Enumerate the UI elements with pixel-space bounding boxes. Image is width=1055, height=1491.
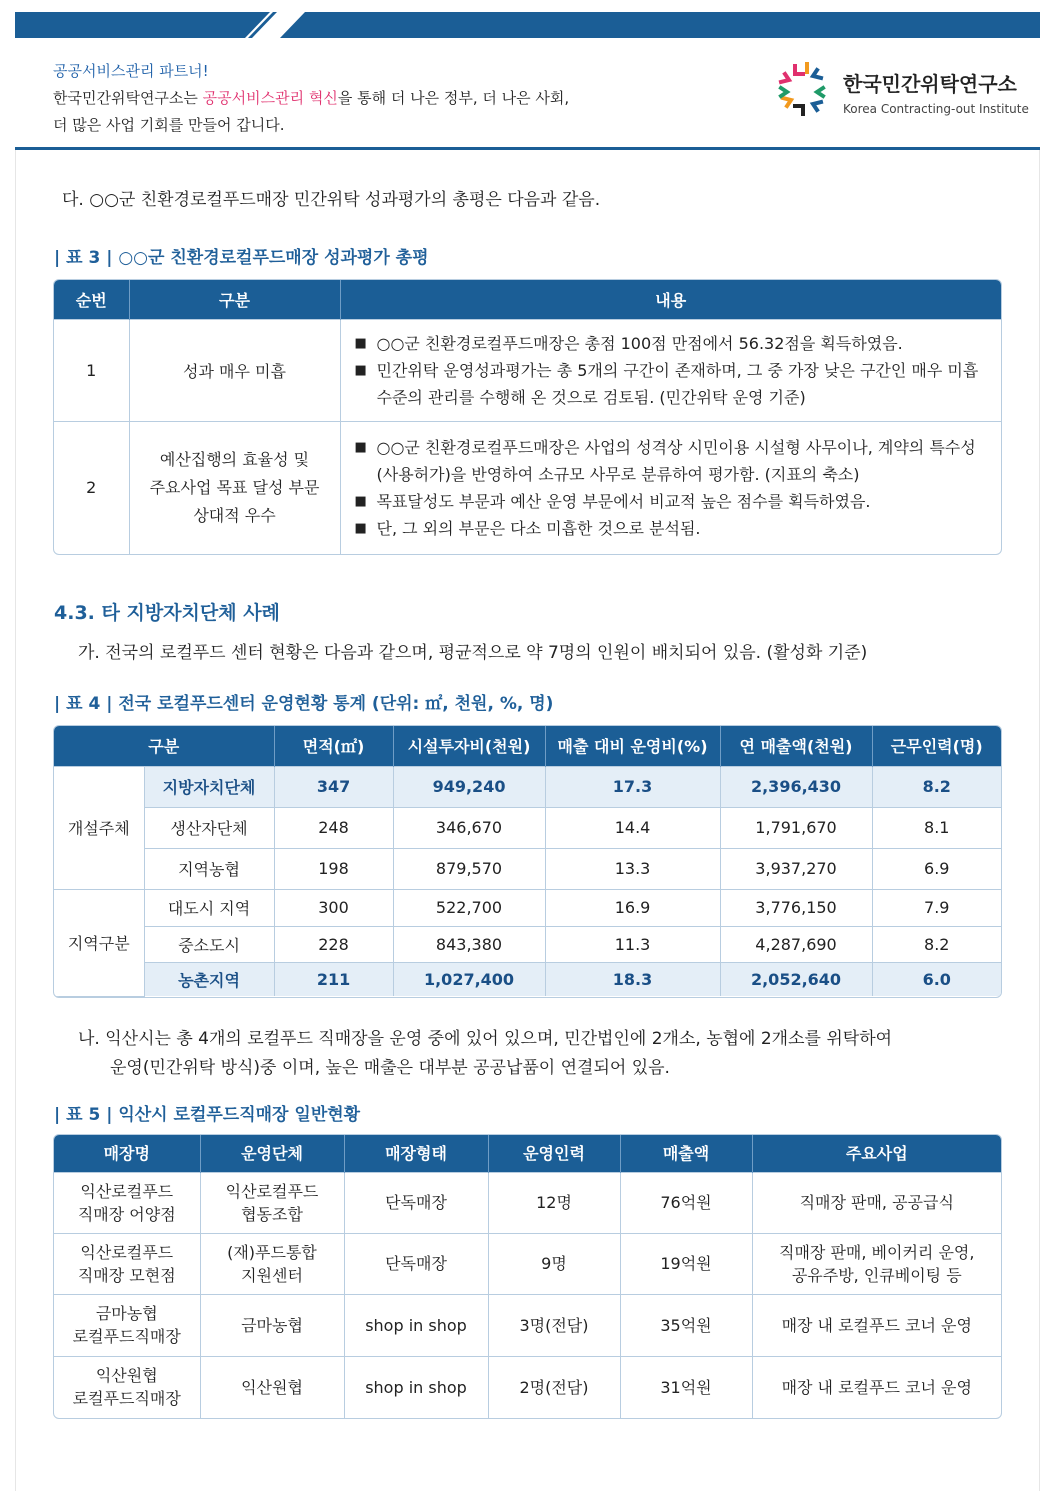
header-band [15,12,1040,38]
sales-amount: 19억원 [620,1233,752,1294]
cell-line: 지원센터 [241,1265,303,1285]
table4-caption: | 표 4 | 전국 로컬푸드센터 운영현황 통계 (단위: ㎡, 천원, %, 명) [54,694,554,714]
paragraph-b-line-1: 나. 익산시는 총 4개의 로컬푸드 직매장을 운영 중에 있어 있으며, 민간법인에 2개소, 농협에 2개소를 위탁하여 [78,1029,893,1049]
cell-staff: 8.2 [872,926,1001,962]
table3-header: 구분 [129,280,340,319]
institute-logo [773,60,1033,124]
cell-area: 347 [274,766,393,807]
slogan-text: 한국민간위탁연구소는 [53,89,203,107]
cell-area: 211 [274,962,393,996]
main-business: 매장 내 로컬푸드 코너 운영 [752,1294,1001,1356]
cell-line: 익산로컬푸드 [225,1181,319,1201]
staff-count: 9명 [488,1233,620,1294]
page-border-right [1039,150,1040,1491]
table5-header: 주요사업 [752,1135,1001,1172]
table5-header: 운영인력 [488,1135,620,1172]
table4-header: 면적(㎡) [274,726,393,766]
cell-staff: 7.9 [872,889,1001,926]
table4-header: 근무인력(명) [872,726,1001,766]
table4-header: 시설투자비(천원) [393,726,545,766]
cell-line: 직매장 모현점 [77,1265,176,1285]
cell-staff: 6.9 [872,848,1001,889]
slogan-line-2 [53,85,569,112]
table-row [54,1294,1001,1356]
row-label: 지역농협 [144,848,274,889]
cell-line: 금마농협 [95,1304,158,1323]
cell-line: 로컬푸드직매장 [72,1327,181,1346]
page-border-left [15,150,16,1491]
cell-ratio: 11.3 [545,926,720,962]
table-row [54,319,1001,421]
table-row [54,1233,1001,1294]
cell-invest: 522,700 [393,889,545,926]
row-category [129,421,340,554]
table-row [54,848,1001,889]
table5-caption: | 표 5 | 익산시 로컬푸드직매장 일반현황 [54,1105,361,1125]
row-category: 성과 매우 미흡 [129,319,340,421]
cell-area: 248 [274,807,393,848]
cell-invest: 879,570 [393,848,545,889]
row-label: 농촌지역 [144,962,274,996]
slogan [53,58,569,139]
paragraph-a: 가. 전국의 로컬푸드 센터 현황은 다음과 같으며, 평균적으로 약 7명의 인원이 배치되어 있음. (활성화 기준) [78,643,868,663]
row-label: 생산자단체 [144,807,274,848]
cell-line: 직매장 판매, 공공급식 [799,1193,954,1212]
store-type: 단독매장 [344,1172,488,1233]
cell-staff: 8.1 [872,807,1001,848]
row-content [340,319,1001,421]
main-business: 매장 내 로컬푸드 코너 운영 [752,1356,1001,1418]
cell-area: 198 [274,848,393,889]
row-label: 지방자치단체 [144,766,274,807]
category-line: 상대적 우수 [193,505,276,525]
table5-header: 매장명 [54,1135,200,1172]
store-name [54,1233,200,1294]
cell-line: 로컬푸드직매장 [72,1389,181,1409]
cell-staff: 8.2 [872,766,1001,807]
table-row [54,1172,1001,1233]
cell-line: (재)푸드통합 [227,1242,317,1262]
table3-header: 순번 [54,280,129,319]
cell-sales: 3,937,270 [720,848,872,889]
cell-line: 익산로컬푸드 [80,1181,174,1201]
cell-ratio: 13.3 [545,848,720,889]
slogan-highlight: 공공서비스관리 혁신 [202,89,338,107]
sales-amount: 35억원 [620,1294,752,1356]
table-row [54,889,1001,926]
cell-area: 228 [274,926,393,962]
table-row [54,807,1001,848]
table5-header: 매장형태 [344,1135,488,1172]
store-name [54,1172,200,1233]
table3-header: 내용 [340,280,1001,319]
slogan-tag: 공공서비스관리 파트너! [53,62,209,80]
group-label: 개설주체 [54,766,144,889]
table-row [54,1356,1001,1418]
table5 [53,1134,1002,1419]
table4 [53,725,1002,998]
cell-ratio: 17.3 [545,766,720,807]
group-label: 지역구분 [54,889,144,996]
row-number: 1 [54,319,129,421]
main-business [752,1233,1001,1294]
operator: 금마농협 [200,1294,344,1356]
cell-line: 협동조합 [241,1204,303,1224]
operator: 익산원협 [200,1356,344,1418]
cell-sales: 3,776,150 [720,889,872,926]
section-title: 4.3. 타 지방자치단체 사례 [54,602,280,624]
logo-subtitle: Korea Contracting-out Institute [843,102,1029,116]
table4-header: 매출 대비 운영비(%) [545,726,720,766]
staff-count: 2명(전담) [488,1356,620,1418]
store-type: shop in shop [344,1294,488,1356]
cell-invest: 1,027,400 [393,962,545,996]
logo-name: 한국민간위탁연구소 [843,72,1017,96]
cell-staff: 6.0 [872,962,1001,996]
row-label: 중소도시 [144,926,274,962]
bullet-item: ■ 단, 그 외의 부문은 다소 미흡한 것으로 분석됨. [355,515,990,542]
header-divider [15,147,1040,150]
intro-paragraph: 다. ○○군 친환경로컬푸드매장 민간위탁 성과평가의 총평은 다음과 같음. [62,190,601,210]
cell-line: 직매장 어양점 [77,1204,176,1224]
bullet-item: ■ 민간위탁 운영성과평가는 총 5개의 구간이 존재하며, 그 중 가장 낮은 구간인 매우 미흡 수준의 관리를 수행해 온 것으로 검토됨. (민간위탁 운영 기준) [355,357,990,411]
cell-ratio: 18.3 [545,962,720,996]
store-type: shop in shop [344,1356,488,1418]
cell-line: 익산원협 [95,1366,158,1386]
store-type: 단독매장 [344,1233,488,1294]
slogan-text: 을 통해 더 나은 정부, 더 나은 사회, [337,89,570,107]
cell-sales: 4,287,690 [720,926,872,962]
bullet-item: ■ 목표달성도 부문과 예산 운영 부문에서 비교적 높은 점수를 획득하였음. [355,488,990,515]
category-line: 주요사업 목표 달성 부문 [149,477,320,497]
bullet-item: ■ ○○군 친환경로컬푸드매장은 사업의 성격상 시민이용 시설형 사무이나, 계약의 특수성(사용허가)을 반영하여 소규모 사무로 분류하여 평가함. (지표의 축소) [355,434,990,488]
table5-header: 운영단체 [200,1135,344,1172]
table3-caption: | 표 3 | ○○군 친환경로컬푸드매장 성과평가 총평 [54,248,429,268]
operator [200,1172,344,1233]
cell-sales: 2,052,640 [720,962,872,996]
cell-invest: 949,240 [393,766,545,807]
cell-invest: 843,380 [393,926,545,962]
table4-header: 연 매출액(천원) [720,726,872,766]
sales-amount: 76억원 [620,1172,752,1233]
cell-sales: 1,791,670 [720,807,872,848]
row-content [340,421,1001,554]
cell-ratio: 16.9 [545,889,720,926]
staff-count: 12명 [488,1172,620,1233]
row-number: 2 [54,421,129,554]
table3 [53,279,1002,555]
cell-line: 직매장 판매, 베이커리 운영, [779,1242,975,1262]
slogan-line-3: 더 많은 사업 기회를 만들어 갑니다. [53,116,285,134]
main-business [752,1172,1001,1233]
page-header [15,38,1040,148]
cell-line: 익산로컬푸드 [80,1242,174,1262]
table5-header: 매출액 [620,1135,752,1172]
table4-header: 구분 [54,726,274,766]
table-row [54,421,1001,554]
cell-line: 공유주방, 인큐베이팅 등 [791,1265,962,1285]
table-row [54,766,1001,807]
table-row [54,962,1001,996]
row-label: 대도시 지역 [144,889,274,926]
cell-ratio: 14.4 [545,807,720,848]
cell-area: 300 [274,889,393,926]
store-name [54,1294,200,1356]
category-line: 예산집행의 효율성 및 [159,449,310,469]
logo-mark-icon [773,60,831,124]
cell-invest: 346,670 [393,807,545,848]
bullet-item: ■ ○○군 친환경로컬푸드매장은 총점 100점 만점에서 56.32점을 획득하였음. [355,330,990,357]
table-row [54,926,1001,962]
cell-sales: 2,396,430 [720,766,872,807]
sales-amount: 31억원 [620,1356,752,1418]
operator [200,1233,344,1294]
staff-count: 3명(전담) [488,1294,620,1356]
paragraph-b-line-2: 운영(민간위탁 방식)중 이며, 높은 매출은 대부분 공공납품이 연결되어 있음. [110,1058,670,1078]
store-name [54,1356,200,1418]
